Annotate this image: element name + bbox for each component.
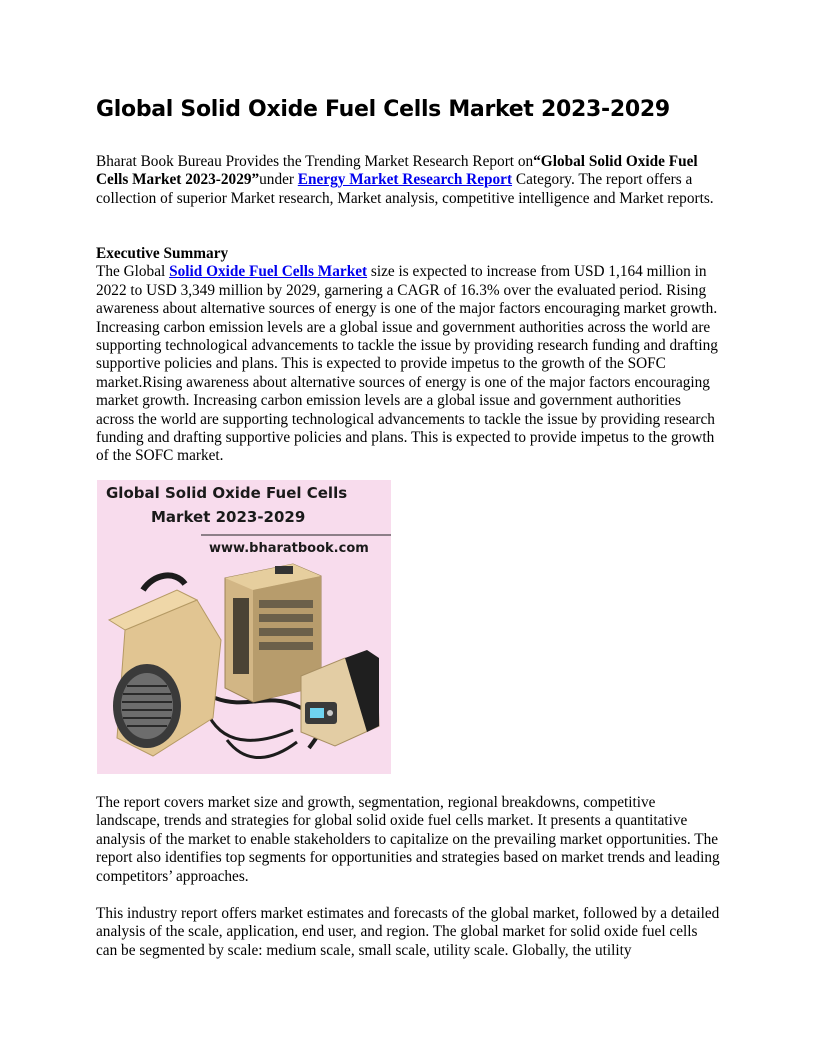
intro-text: Bharat Book Bureau Provides the Trending Market Research Report on — [96, 153, 534, 170]
page-title: Global Solid Oxide Fuel Cells Market 2023-2029 — [96, 97, 670, 122]
figure-title-line2: Market 2023-2029 — [151, 508, 306, 526]
intro-text-rest: Category. The report offers a collection of superior Market research, Market analysis, competitive intelligence and Market reports. — [96, 171, 714, 207]
intro-text-under: under — [259, 171, 298, 189]
executive-summary-heading: Executive Summary — [96, 245, 229, 262]
exec-text-start: The Global — [96, 263, 170, 281]
figure-url: www.bharatbook.com — [209, 541, 369, 556]
intro-paragraph — [96, 153, 722, 208]
report-title-quote: “Global Solid Oxide Fuel Cells Market 2023-2029” — [96, 153, 698, 189]
energy-market-report-link[interactable]: Energy Market Research Report — [297, 171, 513, 189]
figure-title-line1: Global Solid Oxide Fuel Cells — [106, 484, 348, 502]
industry-report-paragraph: This industry report offers market estimates and forecasts of the global market, followed by a detailed analysis of the scale, application, end user, and region. The global market for solid oxide fuel cells can be segmented by scale: medium scale, small scale, utility scale. Globally, the utility — [96, 905, 720, 959]
exec-text-body: size is expected to increase from USD 1,164 million in 2022 to USD 3,349 million by 2029, garnering a CAGR of 16.3% over the evaluated period. Rising awareness about alternative sources of energy is one of the major factors encouraging market growth. Increasing carbon emission levels are a global issue and government authorities across the world are supporting technological advancements to tackle the issue by providing research funding and drafting supportive policies and plans. This is expected to provide impetus to the growth of the SOFC market.Rising awareness about alternative sources of energy is one of the major factors encouraging market growth. Increasing carbon emission levels are a global issue and government authorities across the world are supporting technological advancements to tackle the issue by providing research funding and drafting supportive policies and plans. This is expected to provide impetus to the growth of the SOFC market. — [96, 263, 718, 465]
market-report-image — [97, 480, 391, 774]
sofc-market-link[interactable]: Solid Oxide Fuel Cells Market — [169, 263, 368, 281]
fuel-cell-product-illustration — [97, 480, 391, 774]
report-coverage-paragraph: The report covers market size and growth, segmentation, regional breakdowns, competitive landscape, trends and strategies for global solid oxide fuel cells market. It presents a quantitative analysis of the market to enable stakeholders to capitalize on the prevailing market opportunities. The report also identifies top segments for opportunities and strategies based on market trends and leading competitors’ approaches. — [96, 794, 720, 885]
executive-summary — [96, 245, 722, 466]
